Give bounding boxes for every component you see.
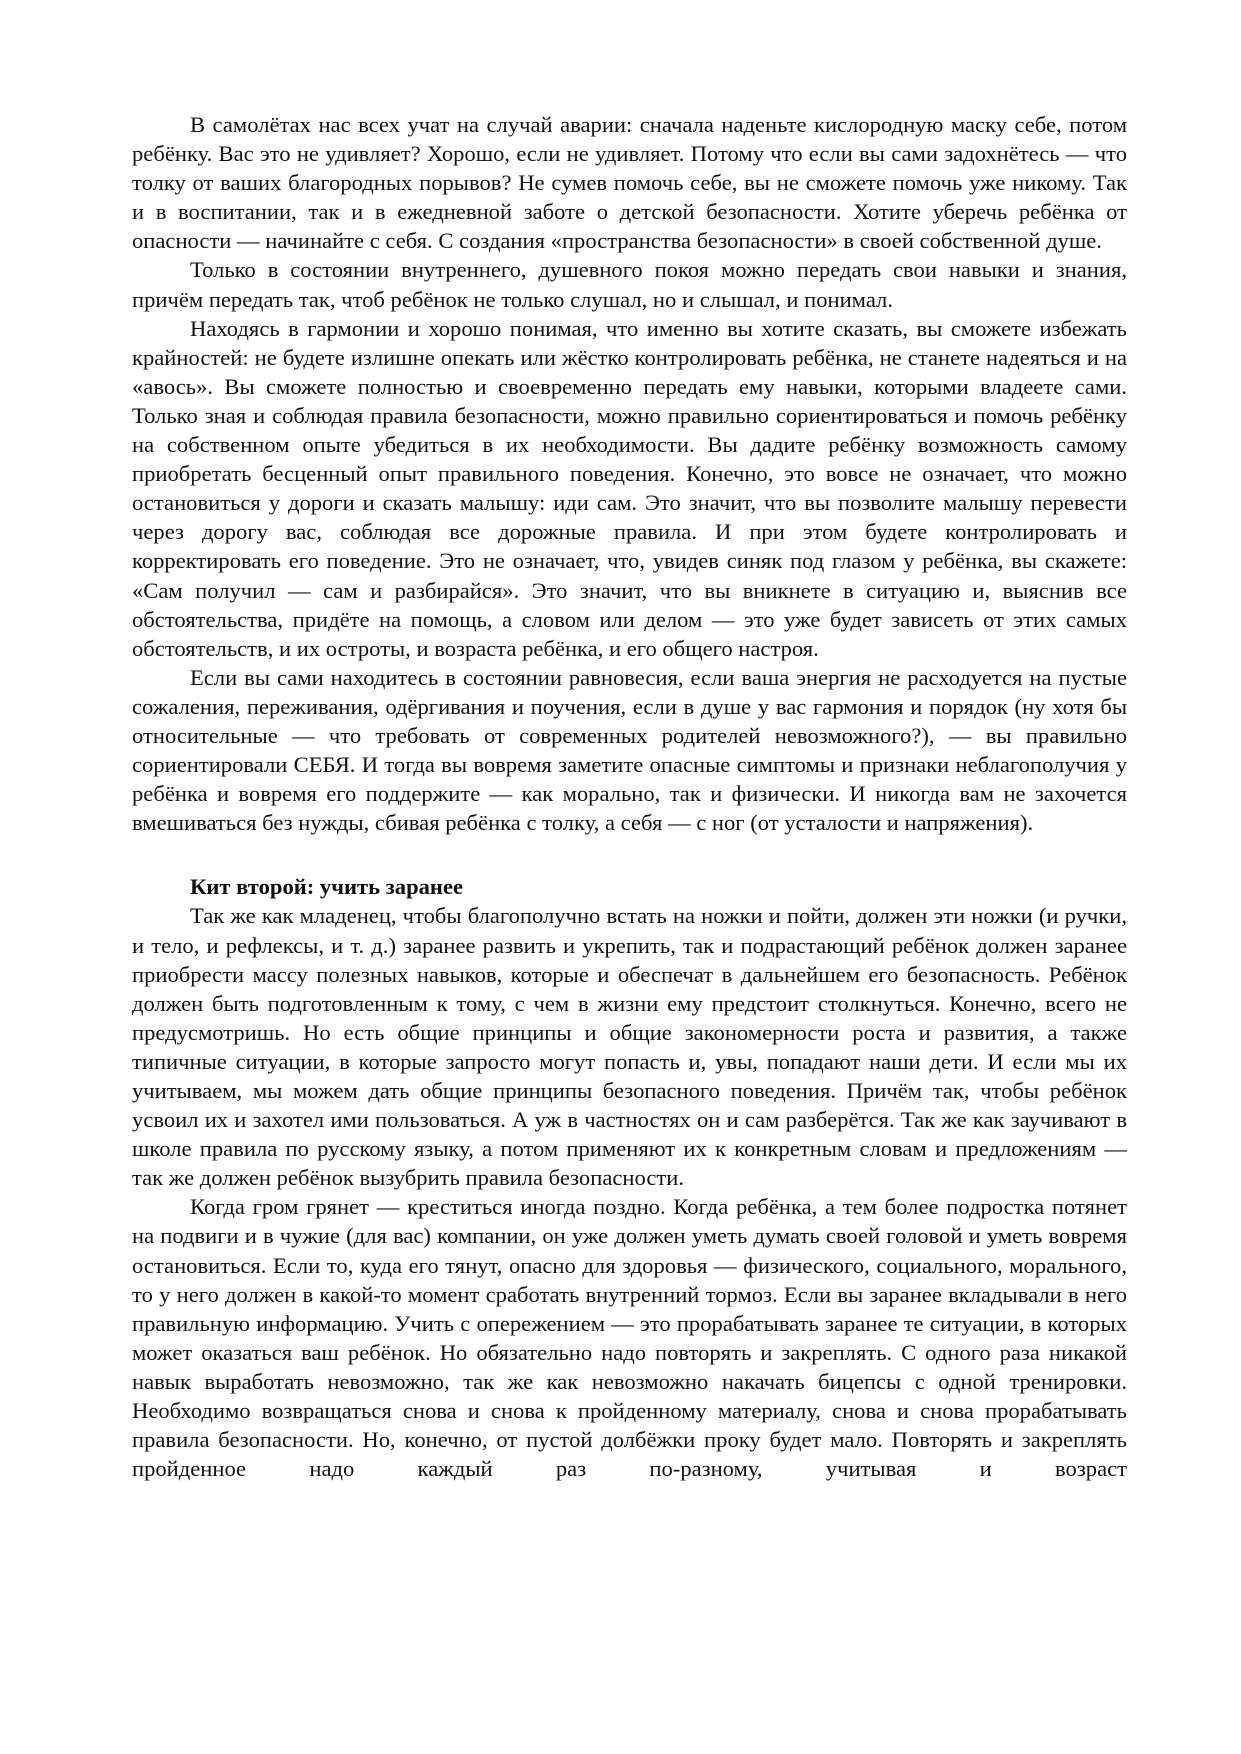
paragraph-harmony: Находясь в гармонии и хорошо понимая, что именно вы хотите сказать, вы сможете избежать крайностей: не будете излишне опекать или жёстко контролировать ребёнка, не станете надеяться и на «авось». Вы сможете полностью и своевременно передать ему навыки, которыми владеете сами. Только зная и соблюдая правила безопасности, можно правильно сориентироваться и помочь ребёнку на собственном опыте убедиться в их необходимости. Вы дадите ребёнку возможность самому приобретать бесценный опыт правильного поведения. Конечно, это вовсе не означает, что можно остановиться у дороги и сказать малышу: иди сам. Это значит, что вы позволите малышу перевести через дорогу вас, соблюдая все дорожные правила. И при этом будете контролировать и корректировать его поведение. Это не означает, что, увидев синяк под глазом у ребёнка, вы скажете: «Сам получил — сам и разбирайся». Это значит, что вы вникнете в ситуацию и, выяснив все обстоятельства, придёте на помощь, а словом или делом — это уже будет зависеть от этих самых обстоятельств, и их остроты, и возраста ребёнка, и его общего настроя. <box>132 315 1127 661</box>
paragraph-inner-calm: Только в состоянии внутреннего, душевного покоя можно передать свои навыки и знания, причём передать так, чтоб ребёнок не только слушал, но и слышал, и понимал. <box>132 257 1127 312</box>
section-heading-second-whale: Кит второй: учить заранее <box>190 874 464 900</box>
paragraph-oxygen-mask: В самолётах нас всех учат на случай аварии: сначала наденьте кислородную маску себе, потом ребёнку. Вас это не удивляет? Хорошо, если не удивляет. Потому что если вы сами задохнётесь — что толку от ваших благородных порывов? Не сумев помочь себе, вы не сможете помочь уже никому. Так и в воспитании, так и в ежедневной заботе о детской безопасности. Хотите уберечь ребёнка от опасности — начинайте с себя. С создания «пространства безопасности» в своей собственной душе. <box>132 112 1127 254</box>
section-two <box>132 901 1127 1483</box>
paragraph-repeat-and-reinforce: Когда гром грянет — креститься иногда поздно. Когда ребёнка, а тем более подростка потянет на подвиги и в чужие (для вас) компании, он уже должен уметь думать своей головой и уметь вовремя остановиться. Если то, куда его тянут, опасно для здоровья — физического, социального, морального, то у него должен в какой-то момент сработать внутренний тормоз. Если вы заранее вкладывали в него правильную информацию. Учить с опережением — это прорабатывать заранее те ситуации, в которых может оказаться ваш ребёнок. Но обязательно надо повторять и закреплять. С одного раза никакой навык выработать невозможно, так же как невозможно накачать бицепсы с одной тренировки. Необходимо возвращаться снова и снова к пройденному материалу, снова и снова прорабатывать правила безопасности. Но, конечно, от пустой долбёжки проку будет мало. Повторять и закреплять пройденное надо каждый раз по-разному, учитывая и возраст <box>132 1194 1127 1482</box>
paragraph-balance: Если вы сами находитесь в состоянии равновесия, если ваша энергия не расходуется на пустые сожаления, переживания, одёргивания и поучения, если в душе у вас гармония и порядок (ну хотя бы относительные — что требовать от современных родителей невозможного?), — вы правильно сориентировали СЕБЯ. И тогда вы вовремя заметите опасные симптомы и признаки неблагополучия у ребёнка и вовремя его поддержите — как морально, так и физически. И никогда вам не захочется вмешиваться без нужды, сбивая ребёнка с толку, а себя — с ног (от усталости и напряжения). <box>132 664 1127 836</box>
paragraph-learn-in-advance: Так же как младенец, чтобы благополучно встать на ножки и пойти, должен эти ножки (и ручки, и тело, и рефлексы, и т. д.) заранее развить и укрепить, так и подрастающий ребёнок должен заранее приобрести массу полезных навыков, которые и обеспечат в дальнейшем его безопасность. Ребёнок должен быть подготовленным к тому, с чем в жизни ему предстоит столкнуться. Конечно, всего не предусмотришь. Но есть общие принципы и общие закономерности роста и развития, а также типичные ситуации, в которые запросто могут попасть и, увы, попадают наши дети. И если мы их учитываем, мы можем дать общие принципы безопасного поведения. Причём так, чтобы ребёнок усвоил их и захотел ими пользоваться. А уж в частностях он и сам разберётся. Так же как заучивают в школе правила по русскому языку, а потом применяют их к конкретным словам и предложениям — так же должен ребёнок вызубрить правила безопасности. <box>132 903 1127 1191</box>
section-one <box>132 110 1127 837</box>
